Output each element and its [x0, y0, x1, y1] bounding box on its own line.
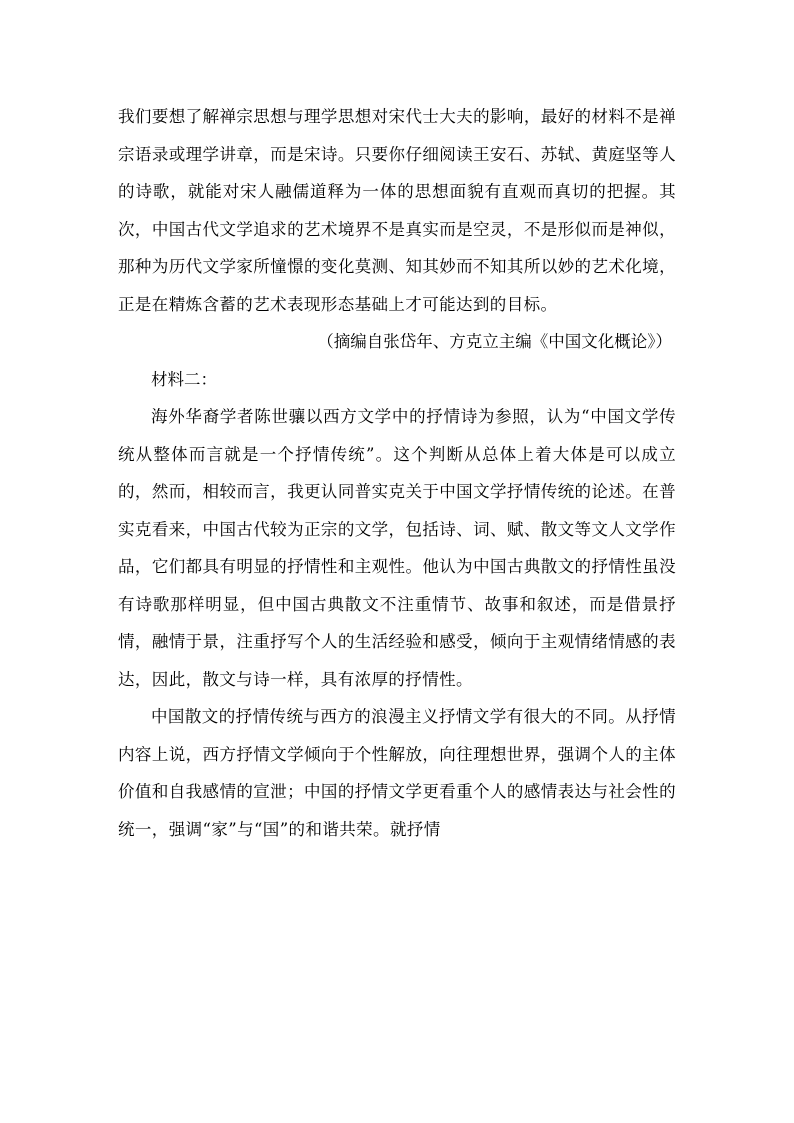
source-citation: （摘编自张岱年、方克立主编《中国文化概论》）: [317, 332, 672, 351]
body-paragraph-3: 中国散文的抒情传统与西方的浪漫主义抒情文学有很大的不同。从抒情内容上说，西方抒情文学倾向于个性解放，向往理想世界，强调个人的主体价值和自我感情的宣泄；中国的抒情文学更看重个人的感情表达与社会性的统一，强调“家”与“国”的和谐共荣。就抒情: [118, 707, 676, 839]
section-heading: 材料二：: [151, 369, 217, 389]
body-paragraph-2: 海外华裔学者陈世骧以西方文学中的抒情诗为参照，认为“中国文学传统从整体而言就是一个抒情传统”。这个判断从总体上着大体是可以成立的，然而，相较而言，我更认同普实克关于中国文学抒情传统的论述。在普实克看来，中国古代较为正宗的文学，包括诗、词、赋、散文等文人文学作品，它们都具有明显的抒情性和主观性。他认为中国古典散文的抒情性虽没有诗歌那样明显，但中国古典散文不注重情节、故事和叙述，而是借景抒情，融情于景，注重抒写个人的生活经验和感受，倾向于主观情绪情感的表达，因此，散文与诗一样，具有浓厚的抒情性。: [118, 407, 676, 689]
document-page: [118, 98, 676, 848]
body-paragraph-1: 我们要想了解禅宗思想与理学思想对宋代士大夫的影响，最好的材料不是禅宗语录或理学讲章，而是宋诗。只要你仔细阅读王安石、苏轼、黄庭坚等人的诗歌，就能对宋人融儒道释为一体的思想面貌有直观而真切的把握。其次，中国古代文学追求的艺术境界不是真实而是空灵，不是形似而是神似，那种为历代文学家所憧憬的变化莫测、知其妙而不知其所以妙的艺术化境，正是在精炼含蓄的艺术表现形态基础上才可能达到的目标。: [118, 107, 676, 314]
